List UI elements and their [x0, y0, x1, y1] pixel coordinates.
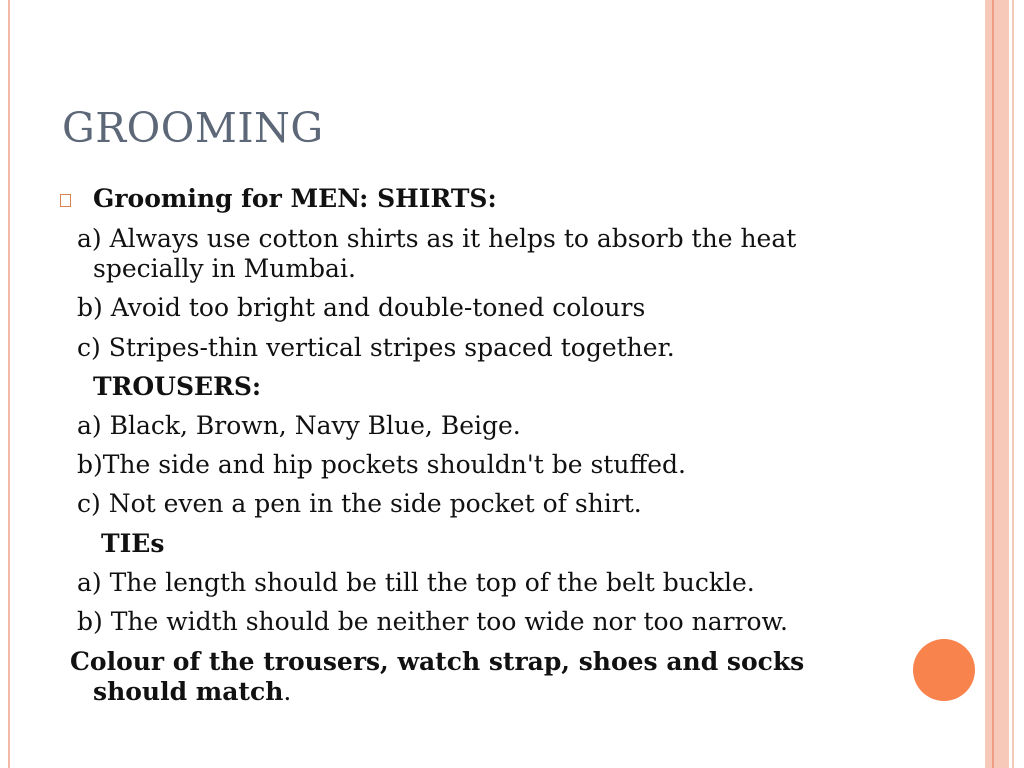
orange-circle-decoration: [913, 639, 975, 701]
square-bullet-icon: [60, 194, 71, 207]
trousers-item-b: b)The side and hip pockets shouldn't be stuffed.: [77, 450, 686, 479]
trousers-item-c: c) Not even a pen in the side pocket of shirt.: [77, 489, 642, 518]
slide-frame-right-line: [992, 0, 994, 768]
closing-statement-bold: should match: [93, 677, 284, 706]
slide-title: GROOMING: [62, 104, 324, 152]
ties-item-b: b) The width should be neither too wide nor too narrow.: [77, 607, 788, 636]
slide-frame-right-line-2: [1012, 0, 1014, 768]
shirts-item-b: b) Avoid too bright and double-toned colours: [77, 293, 646, 322]
slide-frame-left-border: [8, 0, 10, 768]
closing-statement-line1: Colour of the trousers, watch strap, shoes and socks: [70, 647, 805, 676]
closing-statement-line2: [93, 677, 291, 707]
closing-statement-period: .: [283, 677, 292, 706]
section-heading-trousers: TROUSERS:: [93, 372, 262, 401]
section-heading-shirts: Grooming for MEN: SHIRTS:: [93, 184, 497, 213]
ties-item-a: a) The length should be till the top of the belt buckle.: [77, 568, 755, 597]
shirts-item-a-continued: specially in Mumbai.: [93, 254, 356, 283]
slide-frame-right-band: [985, 0, 1009, 768]
trousers-item-a: a) Black, Brown, Navy Blue, Beige.: [77, 411, 521, 440]
shirts-item-c: c) Stripes-thin vertical stripes spaced together.: [77, 333, 675, 362]
section-heading-ties: TIEs: [101, 529, 165, 558]
shirts-item-a: a) Always use cotton shirts as it helps to absorb the heat: [77, 224, 797, 253]
